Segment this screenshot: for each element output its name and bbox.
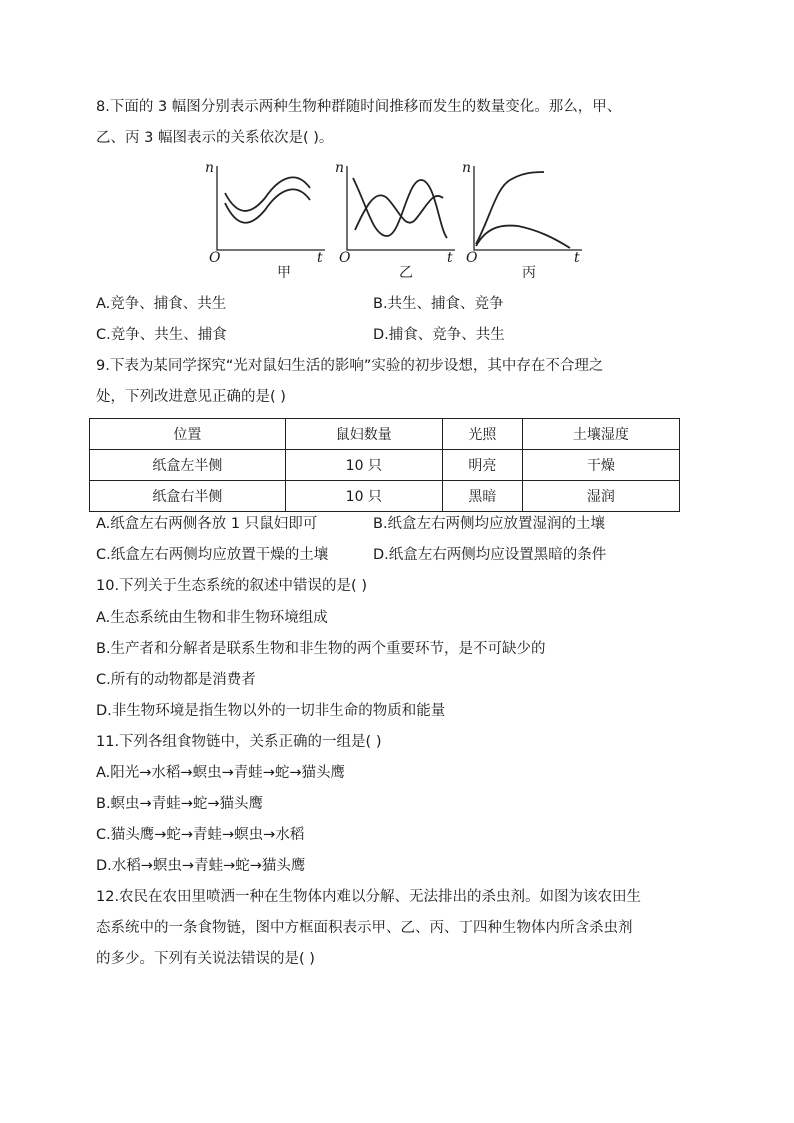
figure-yi-plot — [335, 158, 465, 258]
q12-stem-line2: 态系统中的一条食物链，图中方框面积表示甲、乙、丙、丁四种生物体内所含杀虫剂 — [96, 920, 633, 936]
yi-origin: O — [339, 250, 351, 266]
q10-option-c[interactable]: C.所有的动物都是消费者 — [96, 672, 256, 688]
table-cell: 10 只 — [285, 481, 442, 512]
q11-option-c[interactable]: C.猫头鹰→蛇→青蛙→螟虫→水稻 — [96, 827, 305, 843]
table-header-cell: 位置 — [90, 419, 286, 450]
jia-caption: 甲 — [277, 265, 291, 281]
bing-axes — [474, 166, 582, 250]
table-header-cell: 土壤湿度 — [522, 419, 679, 450]
q8-stem-line1: 8.下面的 3 幅图分别表示两种生物种群随时间推移而发生的数量变化。那么，甲、 — [96, 99, 622, 115]
bing-x-label: t — [574, 250, 580, 266]
table-cell: 10 只 — [285, 450, 442, 481]
q9-stem-line1: 9.下表为某同学探究“光对鼠妇生活的影响”实验的初步设想，其中存在不合理之 — [96, 358, 604, 374]
q12-stem-line1: 12.农民在农田里喷洒一种在生物体内难以分解、无法排出的杀虫剂。如图为该农田生 — [96, 889, 642, 905]
q10-option-a[interactable]: A.生态系统由生物和非生物环境组成 — [96, 610, 328, 626]
table-header-row — [90, 419, 680, 450]
table-cell: 明亮 — [442, 450, 522, 481]
table-cell: 纸盒右半侧 — [90, 481, 286, 512]
q10-stem: 10.下列关于生态系统的叙述中错误的是( ) — [96, 578, 367, 594]
bing-caption: 丙 — [522, 265, 536, 281]
table-cell: 纸盒左半侧 — [90, 450, 286, 481]
bing-y-label: n — [462, 160, 472, 176]
figure-yi — [335, 158, 465, 283]
jia-x-label: t — [317, 250, 323, 266]
table-header-cell: 光照 — [442, 419, 522, 450]
bing-origin: O — [466, 250, 478, 266]
yi-caption: 乙 — [399, 265, 413, 281]
q11-stem: 11.下列各组食物链中，关系正确的一组是( ) — [96, 734, 382, 750]
q11-option-a[interactable]: A.阳光→水稻→螟虫→青蛙→蛇→猫头鹰 — [96, 765, 346, 781]
q11-option-b[interactable]: B.螟虫→青蛙→蛇→猫头鹰 — [96, 796, 264, 812]
q10-option-d[interactable]: D.非生物环境是指生物以外的一切非生命的物质和能量 — [96, 703, 446, 719]
q11-option-d[interactable]: D.水稻→螟虫→青蛙→蛇→猫头鹰 — [96, 858, 306, 874]
figure-jia — [205, 158, 335, 283]
table-cell: 湿润 — [522, 481, 679, 512]
bing-curve-loser — [476, 226, 570, 248]
table-cell: 黑暗 — [442, 481, 522, 512]
q8-option-d[interactable]: D.捕食、竞争、共生 — [373, 327, 505, 343]
table-row — [90, 450, 680, 481]
jia-axes — [217, 166, 325, 250]
q9-option-d[interactable]: D.纸盒左右两侧均应设置黑暗的条件 — [373, 547, 607, 563]
q10-option-b[interactable]: B.生产者和分解者是联系生物和非生物的两个重要环节，是不可缺少的 — [96, 641, 546, 657]
q9-option-c[interactable]: C.纸盒左右两侧均应放置干燥的土壤 — [96, 547, 329, 563]
q9-experiment-table — [89, 418, 680, 512]
jia-origin: O — [209, 250, 221, 266]
yi-y-label: n — [335, 160, 345, 176]
figure-jia-plot — [205, 158, 335, 258]
table-cell: 干燥 — [522, 450, 679, 481]
jia-y-label: n — [205, 160, 215, 176]
q12-stem-line3: 的多少。下列有关说法错误的是( ) — [96, 951, 315, 967]
q8-option-a[interactable]: A.竞争、捕食、共生 — [96, 296, 227, 312]
yi-axes — [347, 166, 455, 250]
yi-x-label: t — [447, 250, 453, 266]
figure-bing — [462, 158, 592, 283]
q9-stem-line2: 处，下列改进意见正确的是( ) — [96, 389, 286, 405]
table-header-cell: 鼠妇数量 — [285, 419, 442, 450]
table-row — [90, 481, 680, 512]
q9-option-b[interactable]: B.纸盒左右两侧均应放置湿润的土壤 — [373, 516, 606, 532]
q8-option-b[interactable]: B.共生、捕食、竞争 — [373, 296, 504, 312]
figure-bing-plot — [462, 158, 592, 258]
q8-stem-line2: 乙、丙 3 幅图表示的关系依次是( )。 — [96, 130, 334, 146]
q9-option-a[interactable]: A.纸盒左右两侧各放 1 只鼠妇即可 — [96, 516, 318, 532]
q8-option-c[interactable]: C.竞争、共生、捕食 — [96, 327, 227, 343]
